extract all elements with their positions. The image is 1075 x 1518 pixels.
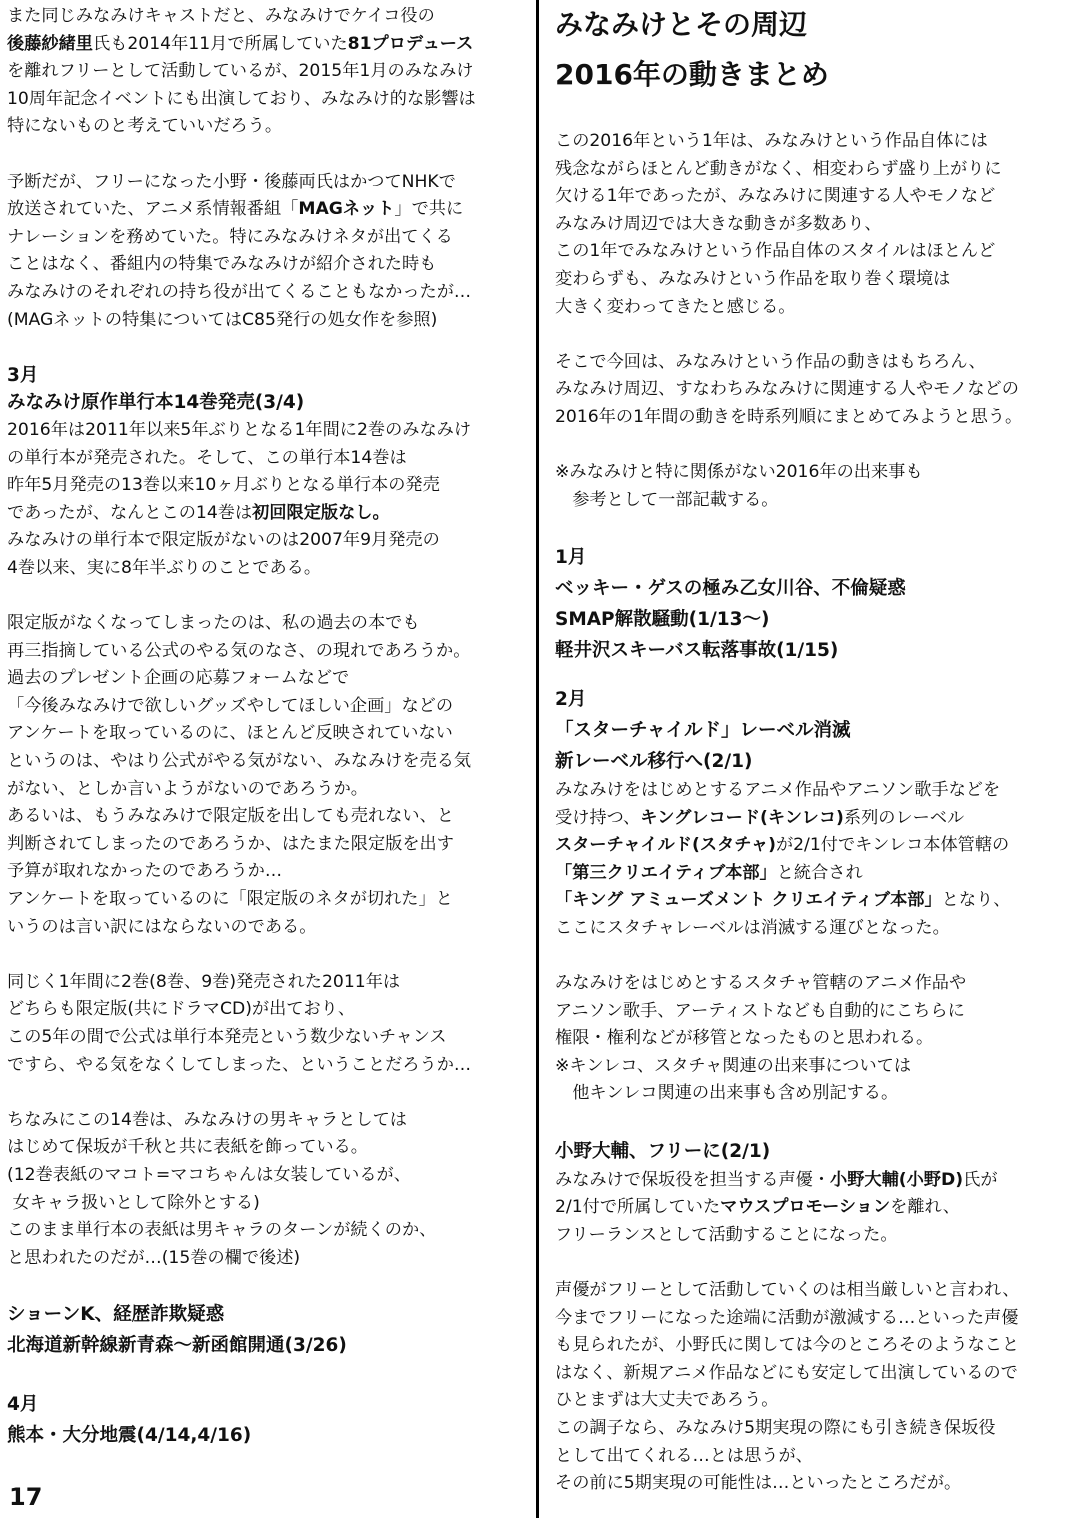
text-run: 予算が取れなかったのであろうか… <box>7 861 283 882</box>
text-run: として出てくれる…とは思うが、 <box>555 1445 813 1466</box>
left-column <box>7 0 531 1451</box>
text-run: 過去のプレゼント企画の応募フォームなどで <box>7 668 350 689</box>
text-line <box>7 748 531 776</box>
text-run: この調子なら、みなみけ5期実現の際にも引き続き保坂役 <box>555 1417 996 1438</box>
text-line <box>7 224 531 252</box>
text-line <box>7 693 531 721</box>
text-run: ちなみにこの14巻は、みなみけの男キャラとしては <box>7 1109 407 1130</box>
text-run: どちらも限定版(共にドラマCD)が出ており、 <box>7 999 356 1020</box>
text-run: (MAGネットの特集についてはC85発行の処女作を参照) <box>7 309 438 330</box>
text-line <box>555 998 1071 1026</box>
text-line <box>7 196 531 224</box>
text-line <box>7 720 531 748</box>
text-line <box>7 555 531 583</box>
text-run: アンケートを取っているのに、ほとんど反映されていない <box>7 723 453 744</box>
text-line <box>7 996 531 1024</box>
paragraph <box>7 969 531 1079</box>
text-line <box>555 887 1071 915</box>
text-line <box>555 805 1071 833</box>
text-line <box>555 1360 1071 1388</box>
text-run: このまま単行本の表紙は男キャラのターンが続くのか、 <box>7 1220 437 1241</box>
text-line <box>7 169 531 197</box>
text-run: その前に5期実現の可能性は…といったところだが。 <box>555 1473 962 1494</box>
text-line <box>7 638 531 666</box>
paragraph <box>7 610 531 941</box>
paragraph <box>555 459 1071 514</box>
text-run: 権限・権利などが移管となったものと思われる。 <box>555 1028 934 1049</box>
paragraph <box>555 970 1071 1108</box>
event-heading: 小野大輔、フリーに(2/1) <box>555 1140 771 1162</box>
text-line <box>555 183 1071 211</box>
text-line <box>555 459 1071 487</box>
text-line <box>7 886 531 914</box>
text-line <box>7 58 531 86</box>
text-run: も見られたが、小野氏に関しては今のところそのようなこと <box>555 1335 1020 1356</box>
text-run: 2016年は2011年以来5年ぶりとなる1年間に2巻のみなみけ <box>7 419 472 440</box>
text-line <box>555 404 1071 432</box>
text-line <box>555 266 1071 294</box>
text-run: 予断だが、フリーになった小野・後藤両氏はかつてNHKで <box>7 171 456 192</box>
month-heading: 2月 <box>555 688 587 710</box>
right-column <box>555 0 1071 1498</box>
text-line <box>555 349 1071 377</box>
event-heading: SMAP解散騒動(1/13～) <box>555 608 770 630</box>
bold-text-run: キングレコード(キンレコ) <box>640 807 844 828</box>
text-line <box>7 1162 531 1190</box>
paragraph <box>7 417 531 583</box>
text-run: ことはなく、番組内の特集でみなみけが紹介された時も <box>7 254 437 275</box>
month-heading: 3月 <box>7 364 39 386</box>
text-run: ここにスタチャレーベルは消滅する運びとなった。 <box>555 917 950 938</box>
text-run: 放送されていた、アニメ系情報番組「 <box>7 199 299 220</box>
text-run: ※キンレコ、スタチャ関連の出来事については <box>555 1055 912 1076</box>
text-run: みなみけで保坂役を担当する声優・ <box>555 1169 831 1190</box>
text-run: 2/1付で所属していた <box>555 1197 721 1218</box>
text-run: 昨年5月発売の13巻以来10ヶ月ぶりとなる単行本の発売 <box>7 475 440 496</box>
text-line <box>555 777 1071 805</box>
text-line <box>7 1134 531 1162</box>
text-run: 声優がフリーとして活動していくのは相当厳しいと言われ、 <box>555 1280 1020 1300</box>
text-run: 変わらずも、みなみけという作品を取り巻く環境は <box>555 268 951 289</box>
event-heading: 熊本・大分地震(4/14,4/16) <box>7 1425 252 1447</box>
text-line <box>555 1305 1071 1333</box>
text-line <box>555 1080 1071 1108</box>
text-line <box>7 610 531 638</box>
text-line <box>555 1053 1071 1081</box>
page-title: 2016年の動きまとめ <box>555 58 829 91</box>
text-line <box>7 1024 531 1052</box>
text-line <box>7 1052 531 1080</box>
text-run: 同じく1年間に2巻(8巻、9巻)発売された2011年は <box>7 971 401 992</box>
text-line <box>555 1415 1071 1443</box>
paragraph <box>555 777 1071 943</box>
text-line <box>7 3 531 31</box>
text-run: みなみけのそれぞれの持ち役が出てくることもなかったが… <box>7 281 472 302</box>
paragraph <box>7 1107 531 1273</box>
paragraph <box>555 349 1071 432</box>
text-line <box>555 915 1071 943</box>
text-run: と統合され <box>776 862 863 883</box>
text-line <box>555 1222 1071 1250</box>
text-run: (12巻表紙のマコト=マコちゃんは女装しているが、 <box>7 1164 411 1185</box>
text-run: 再三指摘している公式のやる気のなさ、の現れであろうか。 <box>7 640 471 661</box>
event-heading: 「スターチャイルド」レーベル消滅 <box>555 719 851 741</box>
text-line <box>555 1443 1071 1471</box>
text-line <box>7 86 531 114</box>
text-run: を離れフリーとして活動しているが、2015年1月のみなみけ <box>7 61 474 82</box>
text-run: 欠ける1年であったが、みなみけに関連する人やモノなど <box>555 186 996 207</box>
bold-text-run: 「キング アミューズメント クリエイティブ本部」 <box>555 890 942 911</box>
text-line <box>555 487 1071 515</box>
text-line <box>7 1190 531 1218</box>
text-line <box>555 1277 1071 1305</box>
bold-text-run: MAGネット <box>298 199 395 220</box>
text-line <box>555 970 1071 998</box>
text-run: はなく、新規アニメ作品などにも安定して出演しているので <box>555 1362 1018 1383</box>
page-title: みなみけとその周辺 <box>555 8 808 41</box>
paragraph <box>7 3 531 141</box>
bold-text-run: スターチャイルド(スタチャ) <box>555 835 776 856</box>
text-line <box>555 376 1071 404</box>
text-run: 」で共に <box>394 199 464 220</box>
event-heading: 北海道新幹線新青森～新函館開通(3/26) <box>7 1335 347 1357</box>
text-run: の単行本が発売された。そして、この単行本14巻は <box>7 447 407 468</box>
text-line <box>555 860 1071 888</box>
text-line <box>7 113 531 141</box>
text-run: フリーランスとして活動することになった。 <box>555 1224 898 1245</box>
text-line <box>555 1194 1071 1222</box>
text-run: 女キャラ扱いとして除外とする) <box>7 1192 260 1213</box>
text-line <box>555 1167 1071 1195</box>
text-line <box>7 1217 531 1245</box>
text-line <box>7 472 531 500</box>
text-run: ※みなみけと特に関係がない2016年の出来事も <box>555 462 923 483</box>
text-line <box>7 831 531 859</box>
text-line <box>555 832 1071 860</box>
text-run: この5年の間で公式は単行本発売という数少ないチャンス <box>7 1026 447 1047</box>
text-line <box>7 500 531 528</box>
text-line <box>7 251 531 279</box>
bold-text-run: 後藤紗緒里 <box>7 33 93 54</box>
text-run: を離れ、 <box>890 1197 960 1218</box>
text-run: が2/1付でキンレコ本体管轄の <box>775 835 1010 856</box>
text-run: みなみけの単行本で限定版がないのは2007年9月発売の <box>7 530 440 551</box>
text-run: この2016年という1年は、みなみけという作品自体には <box>555 131 988 151</box>
paragraph <box>555 128 1071 321</box>
event-heading: みなみけ原作単行本14巻発売(3/4) <box>7 392 305 414</box>
event-heading: ショーンK、経歴詐欺疑惑 <box>7 1304 225 1326</box>
text-run: 残念ながらほとんど動きがなく、相変わらず盛り上がりに <box>555 158 1002 179</box>
text-line <box>555 128 1071 156</box>
text-run: 今までフリーになった途端に活動が激減する…といった声優 <box>555 1307 1019 1328</box>
text-line <box>7 665 531 693</box>
bold-text-run: 81プロデュース <box>347 33 474 54</box>
text-line <box>555 238 1071 266</box>
text-run: みなみけ周辺、すなわちみなみけに関連する人やモノなどの <box>555 379 1019 400</box>
text-line <box>555 211 1071 239</box>
text-run: また同じみなみけキャストだと、みなみけでケイコ役の <box>7 6 435 26</box>
text-line <box>7 776 531 804</box>
text-line <box>555 156 1071 184</box>
text-run: ひとまずは大丈夫であろう。 <box>555 1390 779 1411</box>
text-run: というのは、やはり公式がやる気がない、みなみけを売る気 <box>7 751 472 772</box>
text-run: ナレーションを務めていた。特にみなみけネタが出てくる <box>7 226 453 247</box>
text-run: 判断されてしまったのであろうか、はたまた限定版を出す <box>7 833 454 854</box>
month-heading: 4月 <box>7 1394 39 1416</box>
paragraph <box>555 1277 1071 1498</box>
text-run: 受け持つ、 <box>555 807 641 828</box>
text-run: 限定版がなくなってしまったのは、私の過去の本でも <box>7 613 420 634</box>
text-run: アンケートを取っているのに「限定版のネタが切れた」と <box>7 889 453 909</box>
text-line <box>7 445 531 473</box>
text-run: 氏が <box>963 1169 998 1190</box>
text-run: となり、 <box>941 890 1011 911</box>
text-run: と思われたのだが…(15巻の欄で後述) <box>7 1247 301 1268</box>
bold-text-run: 初回限定版なし。 <box>252 502 390 523</box>
paragraph <box>555 1167 1071 1250</box>
text-run: アニソン歌手、アーティストなども自動的にこちらに <box>555 1000 965 1021</box>
text-line <box>7 279 531 307</box>
text-run: はじめて保坂が千秋と共に表紙を飾っている。 <box>7 1137 368 1158</box>
text-run: 4巻以来、実に8年半ぶりのことである。 <box>7 557 322 578</box>
text-line <box>7 1107 531 1135</box>
column-divider <box>536 0 539 1518</box>
bold-text-run: 「第三クリエイティブ本部」 <box>555 862 777 883</box>
text-run: 2016年の1年間の動きを時系列順にまとめてみようと思う。 <box>555 406 1023 427</box>
text-run: この1年でみなみけという作品自体のスタイルはほとんど <box>555 241 996 262</box>
bold-text-run: マウスプロモーション <box>720 1197 891 1218</box>
text-line <box>555 1470 1071 1498</box>
text-run: そこで今回は、みなみけという作品の動きはもちろん、 <box>555 351 986 372</box>
text-line <box>7 31 531 59</box>
month-heading: 1月 <box>555 546 587 568</box>
text-line <box>7 417 531 445</box>
page-number: 17 <box>9 1483 43 1511</box>
text-line <box>555 1025 1071 1053</box>
text-run: 10周年記念イベントにも出演しており、みなみけ的な影響は <box>7 88 476 109</box>
paragraph <box>7 169 531 335</box>
text-run: 他キンレコ関連の出来事も含め別記する。 <box>555 1083 899 1104</box>
text-line <box>7 969 531 997</box>
text-run: 参考として一部記載する。 <box>555 489 779 510</box>
event-heading: 軽井沢スキーバス転落事故(1/15) <box>555 639 839 661</box>
text-run: であったが、なんとこの14巻は <box>7 502 253 523</box>
text-run: 大きく変わってきたと感じる。 <box>555 296 796 317</box>
text-line <box>7 1245 531 1273</box>
text-run: ですら、やる気をなくしてしまった、ということだろうか… <box>7 1054 472 1075</box>
text-line <box>7 914 531 942</box>
event-heading: ベッキー・ゲスの極み乙女川谷、不倫疑惑 <box>555 577 906 599</box>
text-line <box>555 1387 1071 1415</box>
text-run: 「今後みなみけで欲しいグッズやしてほしい企画」などの <box>7 695 454 716</box>
bold-text-run: 小野大輔(小野D) <box>830 1169 964 1190</box>
text-line <box>555 294 1071 322</box>
text-run: みなみけ周辺では大きな動きが多数あり、 <box>555 213 882 234</box>
event-heading: 新レーベル移行へ(2/1) <box>555 750 753 772</box>
text-run: あるいは、もうみなみけで限定版を出しても売れない、と <box>7 806 454 827</box>
text-line <box>7 307 531 335</box>
text-run: みなみけをはじめとするアニメ作品やアニソン歌手などを <box>555 779 1001 800</box>
text-line <box>7 527 531 555</box>
text-run: 系列のレーベル <box>843 807 965 828</box>
text-line <box>7 803 531 831</box>
text-run: 氏も2014年11月で所属していた <box>92 33 348 54</box>
text-run: がない、としか言いようがないのであろうか。 <box>7 778 368 799</box>
text-line <box>555 1332 1071 1360</box>
text-line <box>7 858 531 886</box>
text-run: みなみけをはじめとするスタチャ管轄のアニメ作品や <box>555 973 967 994</box>
text-run: いうのは言い訳にはならないのである。 <box>7 916 317 937</box>
text-run: 特にないものと考えていいだろう。 <box>7 116 283 137</box>
